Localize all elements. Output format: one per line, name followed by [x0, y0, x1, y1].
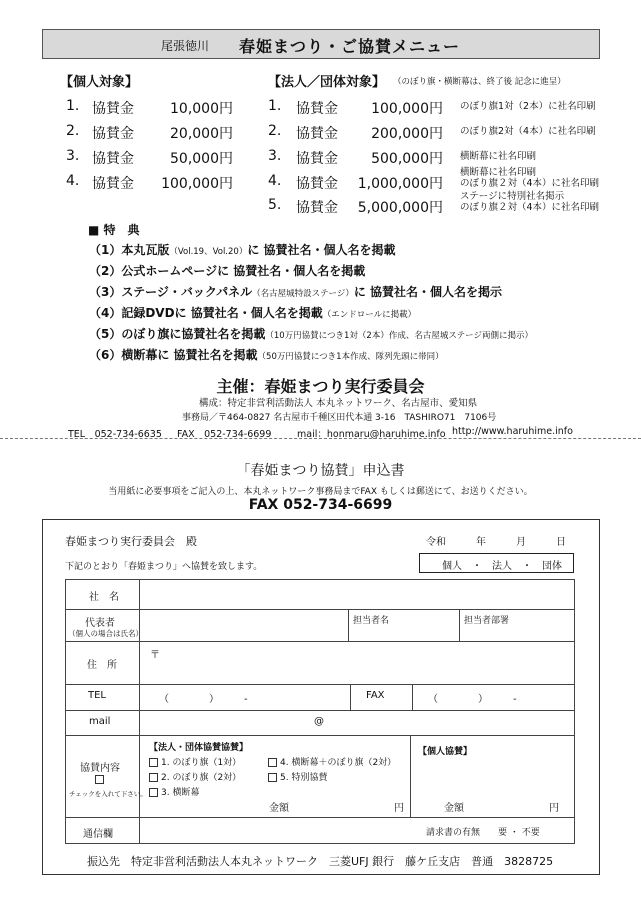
sponsorship-option[interactable] — [268, 770, 327, 783]
postal-mark: 〒 — [150, 650, 160, 661]
item-number: 1. — [268, 98, 282, 114]
benefit-item — [89, 241, 396, 258]
item-label: 協賛金 — [92, 126, 134, 142]
corp-options-heading: 【法人・団体協賛協賛】 — [149, 743, 249, 753]
item-note: ステージに特別社名掲示 — [460, 191, 565, 202]
representative-sublabel: （個人の場合は氏名） — [68, 629, 143, 638]
benefit-detail: （名古屋城特設ステージ） — [252, 289, 354, 299]
item-amount: 1,000,000円 — [357, 176, 443, 192]
communication-label: 通信欄 — [83, 829, 113, 840]
item-amount: 100,000円 — [161, 176, 233, 192]
content-label: 協賛内容 — [80, 763, 120, 774]
item-note: 横断幕に社名印刷 — [460, 151, 537, 162]
benefit-item — [89, 283, 502, 300]
item-amount: 10,000円 — [170, 101, 233, 117]
title-banner — [42, 29, 600, 59]
grid-line — [65, 579, 575, 580]
organizer-host: 主催：春姫まつり実行委員会 — [216, 377, 425, 396]
grid-line — [65, 817, 575, 818]
company-label: 社 名 — [89, 592, 119, 603]
checkbox-icon[interactable] — [268, 758, 277, 767]
benefit-detail: （エンドロールに掲載） — [322, 310, 417, 320]
content-check-icon — [95, 775, 104, 784]
benefits-heading: ■ 特 典 — [88, 223, 140, 237]
organizer-mail: mail：honmaru@haruhime.info — [297, 429, 446, 440]
item-amount: 100,000円 — [371, 101, 443, 117]
contact-person-label: 担当者名 — [353, 616, 390, 626]
application-form — [42, 519, 600, 875]
mail-at-mark[interactable]: @ — [314, 716, 324, 727]
invoice-option[interactable]: 請求書の有無 要 ・ 不要 — [426, 828, 540, 838]
item-label: 協賛金 — [296, 101, 338, 117]
grid-line — [65, 579, 66, 843]
sponsorship-option[interactable] — [149, 755, 241, 768]
item-label: 協賛金 — [296, 176, 338, 192]
benefit-item — [89, 346, 444, 363]
representative-label: 代表者 — [85, 618, 115, 629]
benefit-detail: （50万円協賛につき1本作成、隊列先頭に帯同） — [257, 352, 444, 362]
item-number: 4. — [66, 173, 80, 189]
item-number: 2. — [66, 123, 80, 139]
grid-line — [574, 579, 575, 843]
grid-line — [65, 735, 575, 736]
grid-line — [65, 843, 575, 844]
item-number: 2. — [268, 123, 282, 139]
item-label: 協賛金 — [92, 151, 134, 167]
sponsorship-option[interactable] — [149, 785, 199, 798]
organizer-url: http://www.haruhime.info — [452, 426, 573, 437]
option-label: 3. 横断幕 — [161, 788, 200, 798]
item-number: 4. — [268, 173, 282, 189]
option-label: 5. 特別協賛 — [280, 773, 328, 783]
corporate-heading-note: （のぼり旗・横断幕は、終了後 記念に進呈） — [393, 77, 566, 87]
tel-label: TEL — [88, 690, 106, 701]
applicant-type-options[interactable]: 個人 ・ 法人 ・ 団体 — [442, 561, 562, 572]
mail-label: mail — [89, 716, 111, 727]
corporate-heading: 【法人／団体対象】 — [268, 75, 386, 90]
fax-blank[interactable]: （ ） - — [428, 694, 517, 705]
item-label: 協賛金 — [296, 200, 338, 216]
grid-line — [412, 684, 413, 710]
form-addressee: 春姫まつり実行委員会 殿 — [65, 535, 197, 548]
sponsorship-option[interactable] — [149, 770, 241, 783]
grid-line — [348, 609, 349, 641]
applicant-type-box[interactable] — [419, 553, 574, 573]
tel-blank[interactable]: （ ） - — [159, 694, 248, 705]
item-amount: 5,000,000円 — [357, 200, 443, 216]
sponsorship-option[interactable] — [268, 755, 396, 768]
item-amount: 20,000円 — [170, 126, 233, 142]
corp-yen: 円 — [394, 803, 404, 814]
grid-line — [65, 684, 575, 685]
organizer-office: 事務局／〒464-0827 名古屋市千種区田代本通 3-16 TASHIRO71 7106号 — [182, 413, 497, 423]
organizer-tel: TEL 052-734-6635 — [68, 429, 162, 440]
form-date[interactable]: 令和 年 月 日 — [426, 537, 566, 548]
form-instructions: 当用紙に必要事項をご記入の上、本丸ネットワーク事務局までFAX もしくは郵送にて、お送りください。 — [108, 487, 533, 497]
checkbox-icon[interactable] — [149, 773, 158, 782]
organizer-composition: 構成：特定非営利活動法人 本丸ネットワーク、名古屋市、愛知県 — [199, 398, 478, 409]
item-note: のぼり旗２対（4本）に社名印刷 — [460, 202, 600, 213]
option-label: 2. のぼり旗（2対） — [161, 773, 242, 783]
item-amount: 200,000円 — [371, 126, 443, 142]
item-note: のぼり旗２対（4本）に社名印刷 — [460, 178, 600, 189]
item-note: 横断幕に社名印刷 — [460, 167, 537, 178]
item-label: 協賛金 — [296, 126, 338, 142]
item-note: のぼり旗1対（2本）に社名印刷 — [460, 101, 596, 112]
benefit-item — [89, 325, 533, 342]
individual-heading: 【個人対象】 — [60, 75, 139, 90]
benefit-item — [89, 262, 365, 279]
benefit-main: （3）ステージ・バックパネル — [89, 285, 253, 299]
checkbox-icon[interactable] — [268, 773, 277, 782]
item-number: 5. — [268, 197, 282, 213]
individual-yen: 円 — [549, 803, 559, 814]
benefit-item — [89, 304, 416, 321]
grid-line — [410, 735, 411, 817]
benefit-rest: に 協賛社名・個人名を掲載 — [247, 243, 396, 257]
fax-label: FAX — [366, 690, 385, 701]
checkbox-icon[interactable] — [149, 758, 158, 767]
benefit-main: （6）横断幕に 協賛社名を掲載 — [89, 348, 258, 362]
item-number: 1. — [66, 98, 80, 114]
corp-amount-label: 金額 — [269, 803, 289, 814]
option-label: 4. 横断幕＋のぼり旗（2対） — [280, 758, 397, 768]
grid-line — [139, 579, 140, 843]
contact-dept-label: 担当者部署 — [464, 616, 510, 626]
individual-option-heading: 【個人協賛】 — [418, 747, 473, 757]
cut-line — [0, 438, 641, 439]
check-note: チェックを入れて下さい。 — [69, 790, 147, 798]
item-amount: 50,000円 — [170, 151, 233, 167]
grid-line — [350, 684, 351, 710]
item-label: 協賛金 — [92, 176, 134, 192]
bank-transfer-info: 振込先 特定非営利活動法人本丸ネットワーク 三菱UFJ 銀行 藤ケ丘支店 普通 3828725 — [87, 855, 554, 868]
benefit-detail: （10万円協賛につき1対（2本）作成、名古屋城ステージ両側に掲示） — [265, 331, 533, 341]
benefit-main: （1）本丸瓦版 — [89, 243, 170, 257]
benefit-main: （4）記録DVDに 協賛社名・個人名を掲載 — [89, 306, 323, 320]
form-fax-number: FAX 052-734-6699 — [248, 497, 393, 513]
item-label: 協賛金 — [296, 151, 338, 167]
organizer-fax: FAX 052-734-6699 — [177, 429, 272, 440]
item-number: 3. — [66, 148, 80, 164]
grid-line — [65, 609, 575, 610]
item-note: のぼり旗2対（4本）に社名印刷 — [460, 126, 596, 137]
org-name: 尾張徳川 — [161, 39, 210, 53]
benefit-main: （2）公式ホームページに 協賛社名・個人名を掲載 — [89, 264, 366, 278]
address-label: 住 所 — [87, 660, 117, 671]
benefit-detail: （Vol.19、Vol.20） — [169, 247, 248, 257]
form-title: 「春姫まつり協賛」申込書 — [236, 463, 405, 479]
item-label: 協賛金 — [92, 101, 134, 117]
page-title: 春姫まつり・ご協賛メニュー — [239, 37, 461, 56]
form-declaration: 下記のとおり「春姫まつり」へ協賛を致します。 — [65, 562, 263, 572]
grid-line — [65, 710, 575, 711]
checkbox-icon[interactable] — [149, 788, 158, 797]
benefit-main: （5）のぼり旗に協賛社名を掲載 — [89, 327, 266, 341]
grid-line — [65, 641, 575, 642]
individual-amount-label: 金額 — [444, 803, 464, 814]
item-number: 3. — [268, 148, 282, 164]
item-amount: 500,000円 — [371, 151, 443, 167]
grid-line — [459, 609, 460, 641]
benefit-rest: に 協賛社名・個人名を掲示 — [353, 285, 503, 299]
option-label: 1. のぼり旗（1対） — [161, 758, 242, 768]
